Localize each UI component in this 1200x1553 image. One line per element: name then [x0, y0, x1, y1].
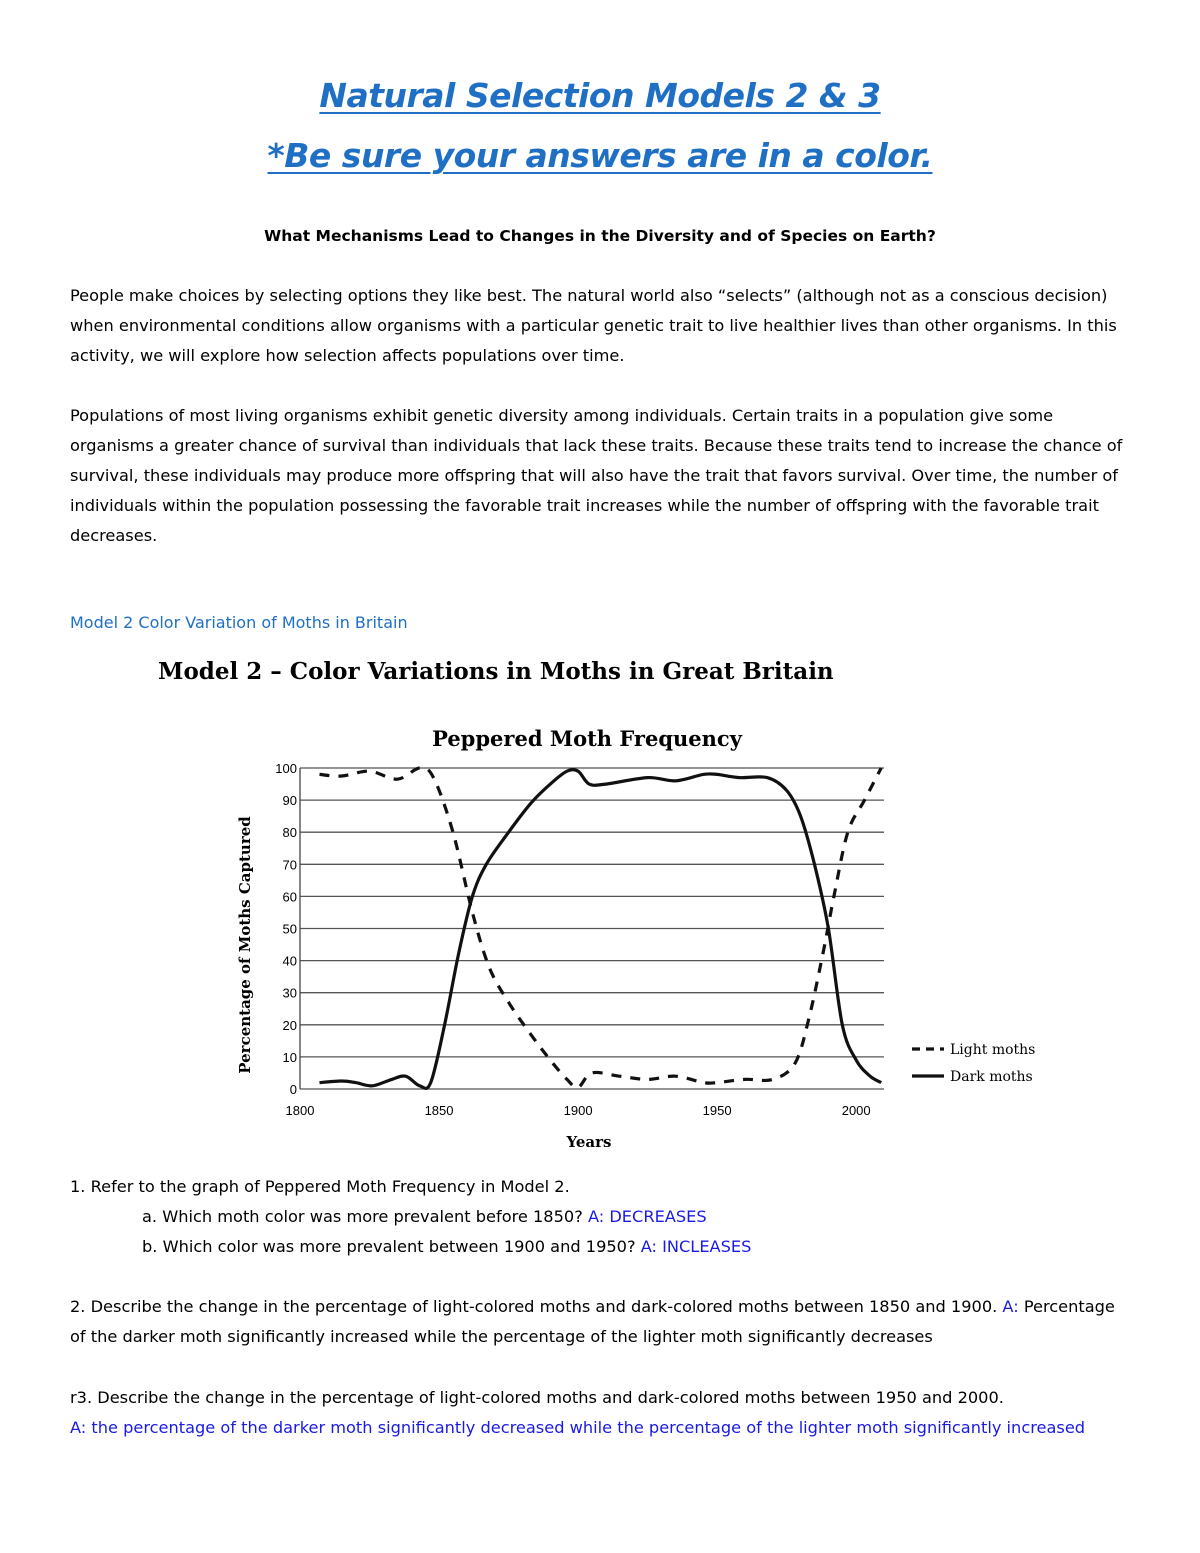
y-tick-label: 20 [282, 1017, 297, 1033]
model-heading: Model 2 – Color Variations in Moths in Great Britain [158, 658, 834, 685]
x-tick-label: 1950 [702, 1103, 732, 1118]
chart-legend [912, 1042, 1035, 1085]
question-1a-text: a. Which moth color was more prevalent before 1850? [142, 1207, 583, 1226]
question-3-answer: A: the percentage of the darker moth significantly decreased while the percentage of the lighter moth significantly increased [70, 1418, 1086, 1437]
y-axis-ticks [275, 761, 297, 1097]
chart-title: Peppered Moth Frequency [432, 726, 742, 751]
question-1b-text: b. Which color was more prevalent between 1900 and 1950? [142, 1237, 636, 1256]
light-moths-series-line [320, 768, 882, 1088]
question-1: 1. Refer to the graph of Peppered Moth Frequency in Model 2. [70, 1177, 570, 1196]
question-2-answer-prefix: A: [1002, 1297, 1019, 1316]
question-3-text: r3. Describe the change in the percentage of light-colored moths and dark-colored moths between 1950 and 2000. [70, 1388, 1004, 1407]
question-3 [70, 1383, 1130, 1443]
y-axis-label: Percentage of Moths Captured [236, 816, 254, 1074]
section-heading: What Mechanisms Lead to Changes in the Diversity and of Species on Earth? [264, 227, 936, 245]
question-1a [142, 1202, 707, 1232]
x-tick-label: 2000 [841, 1103, 871, 1118]
x-axis-ticks [286, 1103, 871, 1118]
y-tick-label: 60 [282, 889, 297, 905]
model-label: Model 2 Color Variation of Moths in Britain [70, 613, 408, 632]
x-tick-label: 1850 [424, 1103, 454, 1118]
question-2-answer: Percentage of the darker moth significantly increased while the percentage of the lighter moth significantly decreases [70, 1297, 1115, 1346]
legend-label: Dark moths [950, 1069, 1033, 1085]
peppered-moth-chart [200, 715, 1050, 1160]
intro-paragraph-2: Populations of most living organisms exhibit genetic diversity among individuals. Certain traits in a population give some organisms a greater chance of survival than individuals that lack these traits. Because these traits tend to increase the chance of survival, these individuals may produce more offspring that will also have the trait that favors survival. Over time, the number of individuals within the population possessing the favorable trait increases while the number of offspring with the favorable trait decreases. [70, 406, 1123, 545]
question-2 [70, 1292, 1130, 1352]
page-title: Natural Selection Models 2 & 3 [319, 76, 881, 115]
y-tick-label: 80 [282, 825, 297, 841]
y-tick-label: 90 [282, 793, 297, 809]
question-1b [142, 1232, 751, 1262]
x-axis-label: Years [566, 1133, 612, 1151]
y-tick-label: 0 [289, 1082, 297, 1097]
question-2-text: 2. Describe the change in the percentage of light-colored moths and dark-colored moths between 1850 and 1900. [70, 1297, 998, 1316]
y-tick-label: 10 [282, 1049, 297, 1065]
intro-paragraph-1: People make choices by selecting options they like best. The natural world also “selects” (although not as a conscious decision) when environmental conditions allow organisms with a particular genetic trait to live healthier lives than other organisms. In this activity, we will explore how selection affects populations over time. [70, 286, 1117, 365]
x-tick-label: 1800 [285, 1103, 315, 1118]
page-subtitle-instruction: *Be sure your answers are in a color. [267, 136, 933, 175]
question-1b-answer: A: INCLEASES [640, 1237, 752, 1256]
y-tick-label: 50 [282, 921, 297, 937]
y-tick-label: 70 [282, 857, 297, 873]
y-tick-label: 40 [282, 953, 297, 969]
y-tick-label: 100 [275, 761, 297, 776]
chart-grid [300, 768, 884, 1089]
legend-label: Light moths [950, 1042, 1036, 1058]
x-tick-label: 1900 [563, 1103, 593, 1118]
question-1a-answer: A: DECREASES [587, 1207, 707, 1226]
y-tick-label: 30 [282, 985, 297, 1001]
